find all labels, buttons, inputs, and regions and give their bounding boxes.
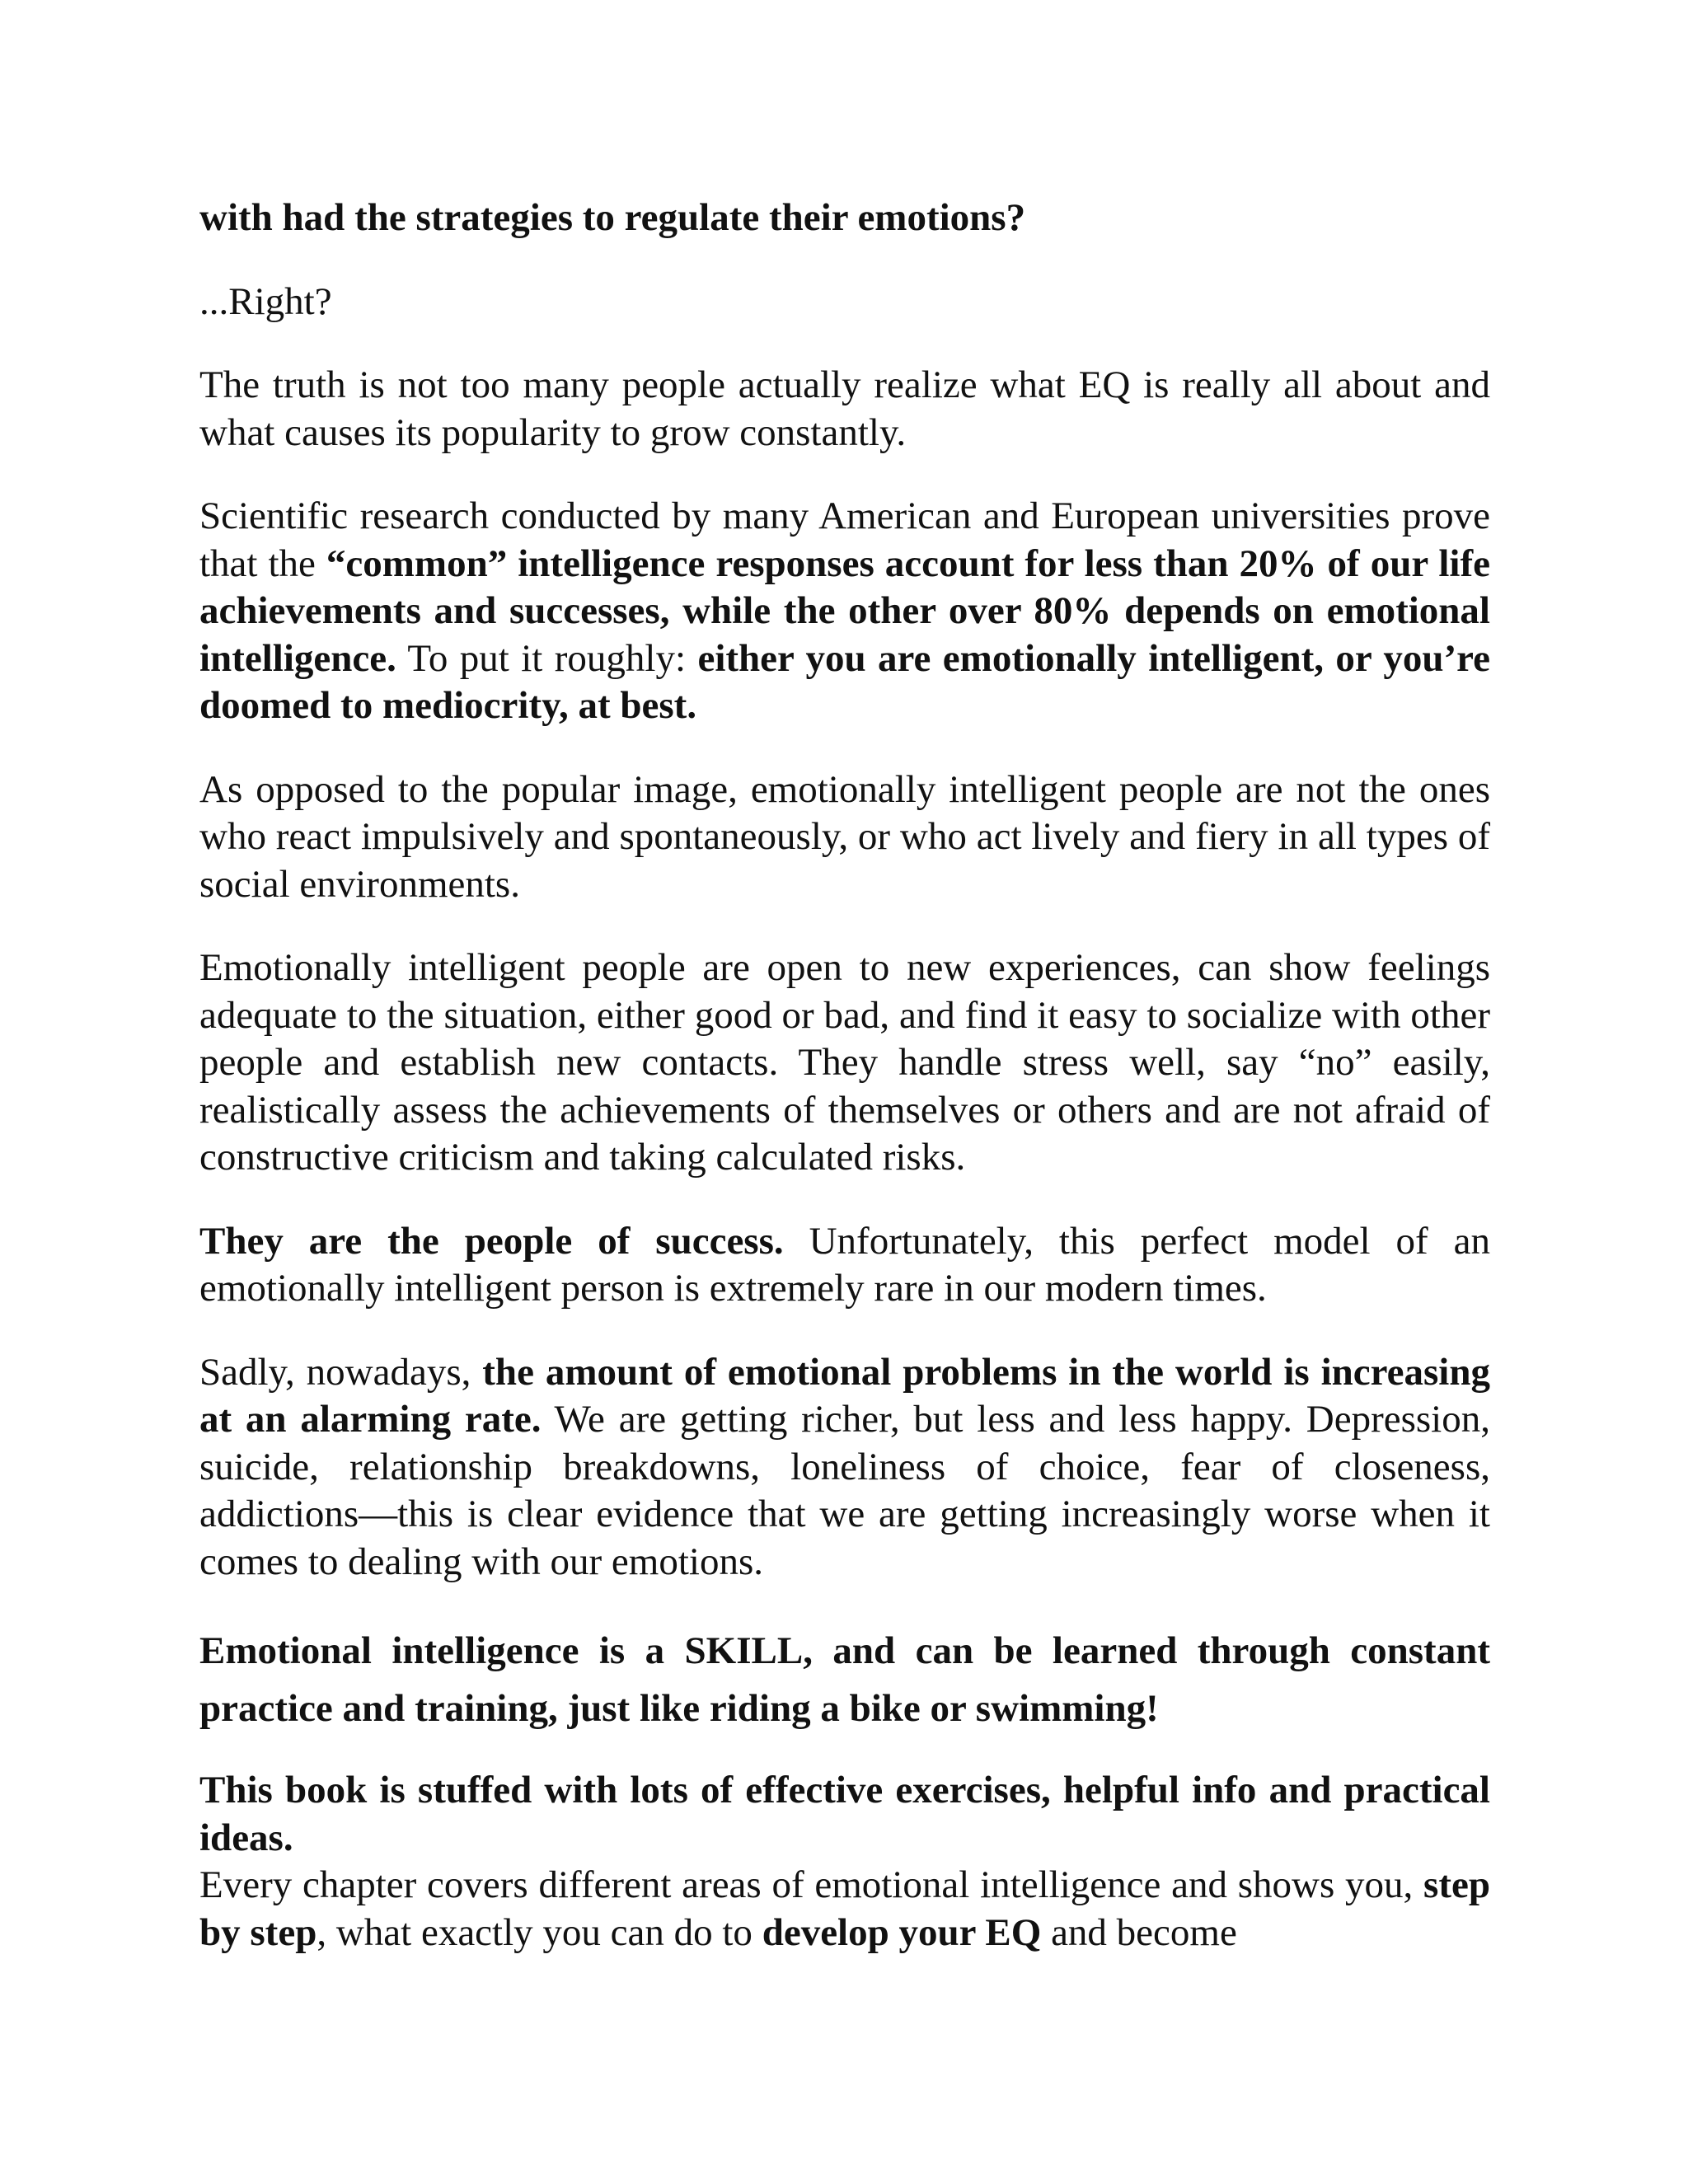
paragraph-truth <box>199 362 1490 457</box>
paragraph-right <box>199 279 1490 326</box>
paragraph-people-of-success <box>199 1218 1490 1313</box>
paragraph-scientific-research <box>199 493 1490 730</box>
paragraph-book-stuffed <box>199 1767 1490 1862</box>
bold-text: “common” intelligence responses account for less than 20% of our life achievements and successes, while the other over 80% depends on emotional intelligence. <box>199 541 1490 680</box>
text: Emotionally intelligent people are open to new experiences, can show feelings adequate to the situation, either good or bad, and find it easy to socialize with other people and establish new contacts. They handle stress well, say “no” easily, realistically assess the achievements of themselves or others and are not afraid of constructive criticism and taking calculated risks. <box>199 946 1490 1179</box>
bold-text: Emotional intelligence is a SKILL, and can be learned through constant practice and training, just like riding a bike or swimming! <box>199 1629 1490 1730</box>
text: , what exactly you can do to <box>316 1910 762 1954</box>
text: and become <box>1041 1910 1237 1954</box>
paragraph-every-chapter <box>199 1862 1490 1957</box>
text: We are getting richer, but less and less happy. Depression, suicide, relationship breakdowns, loneliness of choice, fear of closeness, addictions—this is clear evidence that we are getting increasingly worse when it comes to dealing with our emotions. <box>199 1398 1490 1583</box>
paragraph-popular-image <box>199 766 1490 909</box>
text: ...Right? <box>199 279 332 323</box>
bold-text: develop your EQ <box>762 1910 1042 1954</box>
text: Scientific research conducted by many American and European universities prove that the <box>199 494 1490 585</box>
bold-text: step by step <box>199 1863 1490 1954</box>
paragraph-skill <box>199 1622 1490 1737</box>
text: As opposed to the popular image, emotionally intelligent people are not the ones who react impulsively and spontaneously, or who act lively and fiery in all types of social environments. <box>199 767 1490 906</box>
bold-text: either you are emotionally intelligent, or you’re doomed to mediocrity, at best. <box>199 636 1490 727</box>
bold-text: with had the strategies to regulate their emotions? <box>199 196 1026 239</box>
paragraph-strategies-question <box>199 194 1490 242</box>
bold-text: the amount of emotional problems in the world is increasing at an alarming rate. <box>199 1350 1490 1441</box>
text: To put it roughly: <box>396 636 698 680</box>
document-page <box>199 194 1490 1993</box>
text: The truth is not too many people actually realize what EQ is really all about and what causes its popularity to grow constantly. <box>199 363 1490 454</box>
text: Unfortunately, this perfect model of an emotionally intelligent person is extremely rare in our modern times. <box>199 1219 1490 1310</box>
text: Every chapter covers different areas of emotional intelligence and shows you, <box>199 1863 1424 1906</box>
bold-text: They are the people of success. <box>199 1219 784 1263</box>
paragraph-open-to-experiences <box>199 944 1490 1182</box>
text: Sadly, nowadays, <box>199 1350 483 1394</box>
bold-text: This book is stuffed with lots of effective exercises, helpful info and practical ideas. <box>199 1769 1490 1859</box>
paragraph-emotional-problems <box>199 1349 1490 1586</box>
